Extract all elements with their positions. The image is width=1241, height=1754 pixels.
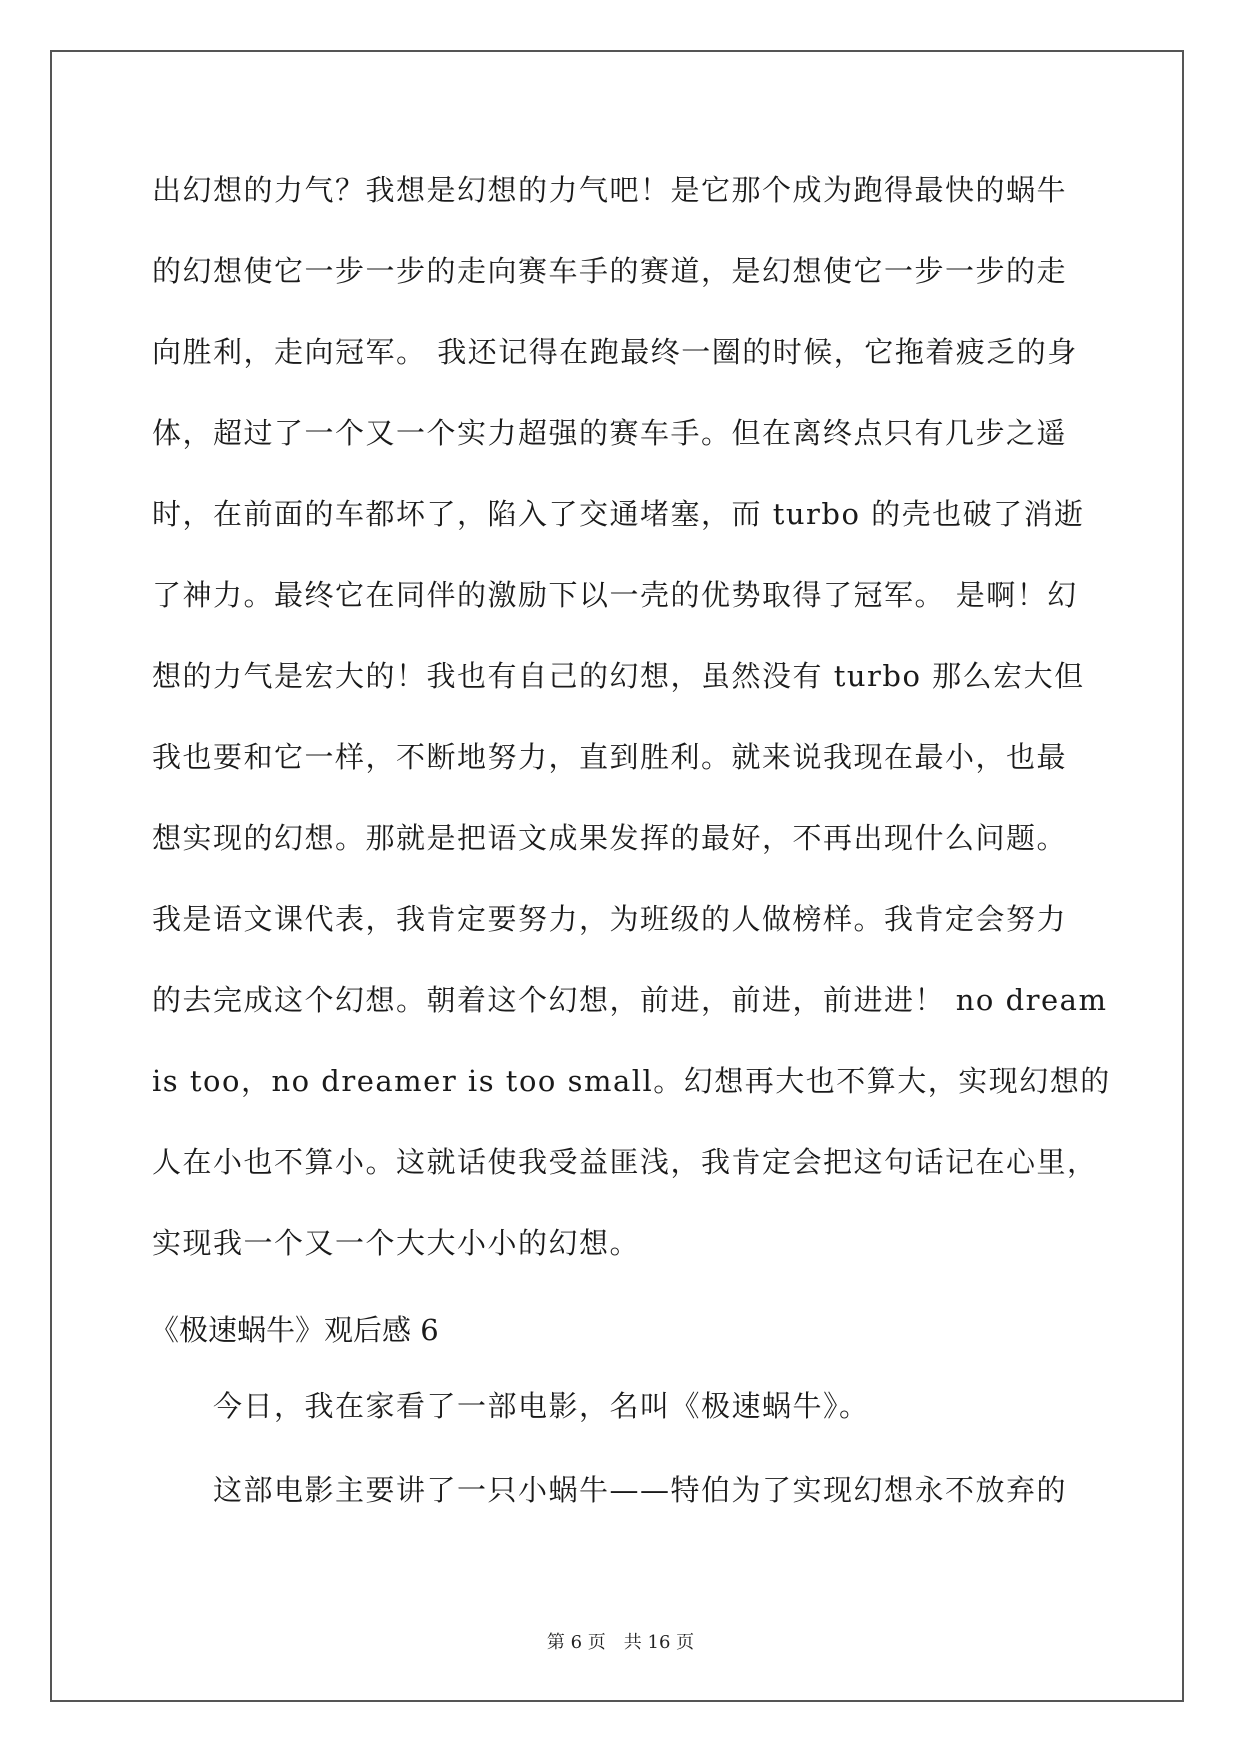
body-text [152,160,1111,1294]
text-line: 的幻想使它一步一步的走向赛车手的赛道，是幻想使它一步一步的走 [152,254,1068,288]
text-line: 向胜利，走向冠军。 我还记得在跑最终一圈的时候，它拖着疲乏的身 [152,335,1078,369]
text-line: 的去完成这个幻想。朝着这个幻想，前进，前进，前进进！ no dream [152,983,1108,1017]
text-line: 想的力气是宏大的！我也有自己的幻想，虽然没有 turbo 那么宏大但 [152,659,1085,693]
text-line: is too，no dreamer is too small。幻想再大也不算大，实现幻想的 [152,1064,1111,1098]
text-line: 今日，我在家看了一部电影，名叫《极速蜗牛》。 [213,1389,870,1423]
text-line: 这部电影主要讲了一只小蜗牛——特伯为了实现幻想永不放弃的 [213,1473,1068,1507]
text-line: 我是语文课代表，我肯定要努力，为班级的人做榜样。我肯定会努力 [152,902,1068,936]
text-line: 体，超过了一个又一个实力超强的赛车手。但在离终点只有几步之遥 [152,416,1068,450]
section-body [213,1376,1067,1544]
text-line: 想实现的幻想。那就是把语文成果发挥的最好，不再出现什么问题。 [152,821,1068,855]
page-footer: 第 6 页 共 16 页 [546,1632,695,1653]
text-line: 了神力。最终它在同伴的激励下以一壳的优势取得了冠军。 是啊！幻 [152,578,1078,612]
text-line: 出幻想的力气？我想是幻想的力气吧！是它那个成为跑得最快的蜗牛 [152,173,1068,207]
text-line: 时，在前面的车都坏了，陷入了交通堵塞，而 turbo 的壳也破了消逝 [152,497,1085,531]
text-line: 我也要和它一样，不断地努力，直到胜利。就来说我现在最小，也最 [152,740,1068,774]
section-heading: 《极速蜗牛》观后感 6 [150,1313,439,1347]
text-line: 人在小也不算小。这就话使我受益匪浅，我肯定会把这句话记在心里， [152,1145,1098,1179]
text-line: 实现我一个又一个大大小小的幻想。 [152,1226,641,1260]
